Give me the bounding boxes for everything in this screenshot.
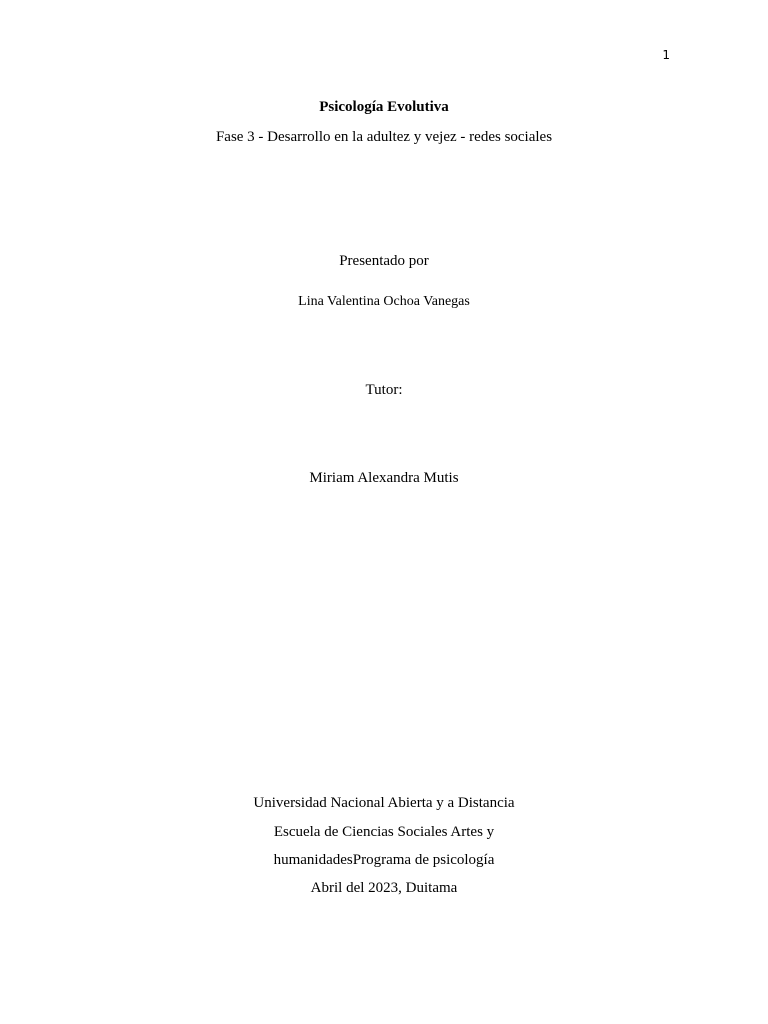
document-title: Psicología Evolutiva [319, 99, 449, 115]
institution-line: humanidadesPrograma de psicología [273, 852, 495, 868]
author-name: Lina Valentina Ochoa Vanegas [298, 294, 470, 309]
presented-by-label: Presentado por [339, 253, 429, 269]
page-number: 1 [662, 48, 670, 62]
tutor-name: Miriam Alexandra Mutis [309, 470, 459, 486]
document-subtitle: Fase 3 - Desarrollo en la adultez y vejez - redes sociales [215, 129, 553, 145]
tutor-label: Tutor: [365, 382, 403, 398]
institution-line: Escuela de Ciencias Sociales Artes y [273, 824, 495, 840]
date-place: Abril del 2023, Duitama [310, 880, 458, 896]
institution-line: Universidad Nacional Abierta y a Distancia [253, 795, 515, 811]
